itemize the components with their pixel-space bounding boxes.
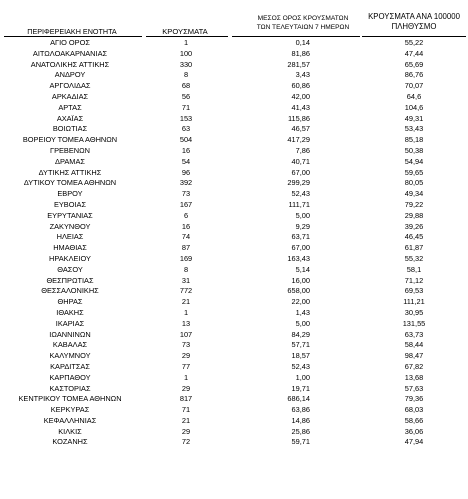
cell-region: ΑΡΚΑΔΙΑΣ [51,91,89,101]
cell-region: ΚΕΦΑΛΛΗΝΙΑΣ [43,415,97,425]
cell-cases: 71 [181,102,191,112]
cell-cases: 13 [181,318,191,328]
cell-region: ΘΗΡΑΣ [57,297,83,307]
table-row [0,81,468,92]
cell-cases-per-100000: 50,38 [404,145,424,155]
table-row [0,168,468,179]
cell-7day-average: 299,29 [287,178,310,188]
cell-cases-per-100000: 79,22 [404,199,424,209]
cell-cases: 330 [179,59,193,69]
cell-cases-per-100000: 71,12 [404,275,424,285]
cell-cases: 107 [179,329,193,339]
header-cases: ΚΡΟΥΣΜΑΤΑ [162,27,208,36]
cell-cases-per-100000: 58,1 [406,264,422,274]
cell-7day-average: 0,14 [295,38,310,47]
cell-cases: 8 [183,264,189,274]
cell-cases: 96 [181,167,191,177]
table-row [0,124,468,135]
table-row [0,38,468,49]
cell-cases: 63 [181,124,191,134]
cell-cases-per-100000: 55,22 [404,38,424,47]
cell-cases-per-100000: 47,44 [404,48,424,58]
cell-region: ΙΩΑΝΝΙΝΩΝ [49,329,91,339]
cell-cases-per-100000: 39,26 [404,221,424,231]
cell-cases-per-100000: 68,03 [404,405,424,415]
cell-7day-average: 41,43 [291,102,310,112]
cell-cases-per-100000: 49,31 [404,113,424,123]
cell-cases-per-100000: 67,82 [404,361,424,371]
cell-cases-per-100000: 61,87 [404,243,424,253]
cell-7day-average: 1,00 [295,372,310,382]
cell-region: ΔΥΤΙΚΟΥ ΤΟΜΕΑ ΑΘΗΝΩΝ [23,178,117,188]
cell-7day-average: 63,71 [291,232,310,242]
cell-7day-average: 52,43 [291,361,310,371]
table-row [0,265,468,276]
cell-cases: 100 [179,48,193,58]
cell-region: ΑΡΤΑΣ [58,102,82,112]
cell-7day-average: 16,00 [291,275,310,285]
cell-region: ΚΕΝΤΡΙΚΟΥ ΤΟΜΕΑ ΑΘΗΝΩΝ [18,394,122,404]
table-row [0,211,468,222]
header-cases-per-100000-line2: ΠΛΗΘΥΣΜΟ [391,22,437,31]
table-row [0,60,468,71]
table-row [0,416,468,427]
cell-7day-average: 81,86 [291,48,310,58]
table-row [0,189,468,200]
cell-cases-per-100000: 49,34 [404,189,424,199]
table-row [0,340,468,351]
cell-cases-per-100000: 47,94 [404,437,424,447]
cell-region: ΖΑΚΥΝΘΟΥ [49,221,91,231]
cell-7day-average: 42,00 [291,91,310,101]
cell-7day-average: 111,71 [288,199,310,209]
table-row [0,135,468,146]
table-row [0,427,468,438]
cell-cases-per-100000: 53,43 [404,124,424,134]
cell-region: ΚΑΛΥΜΝΟΥ [49,351,91,361]
table-row [0,222,468,233]
header-cases-per-100000 [362,12,466,32]
cell-cases: 1 [183,307,189,317]
cell-cases-per-100000: 58,66 [404,415,424,425]
cell-region: ΘΕΣΣΑΛΟΝΙΚΗΣ [41,286,99,296]
table-row [0,330,468,341]
cell-cases-per-100000: 29,88 [404,210,424,220]
cell-region: ΙΚΑΡΙΑΣ [55,318,85,328]
table-row [0,49,468,60]
cell-cases: 817 [179,394,193,404]
cell-7day-average: 5,00 [295,318,310,328]
cell-7day-average: 40,71 [291,156,310,166]
header-cases-per-100000-line1: ΚΡΟΥΣΜΑΤΑ ΑΝΑ 100000 [368,12,460,21]
cell-region: ΗΛΕΙΑΣ [56,232,84,242]
table-row [0,254,468,265]
cell-region: ΚΙΛΚΙΣ [58,426,82,436]
cell-7day-average: 417,29 [287,135,310,145]
cell-region: ΕΥΡΥΤΑΝΙΑΣ [47,210,93,220]
table-row [0,319,468,330]
cell-7day-average: 5,00 [295,210,310,220]
cell-7day-average: 9,29 [295,221,310,231]
table-row [0,157,468,168]
cell-cases-per-100000: 36,06 [404,426,424,436]
table-row [0,437,468,448]
cell-cases-per-100000: 58,44 [404,340,424,350]
cell-7day-average: 25,86 [291,426,310,436]
table-row [0,351,468,362]
cell-7day-average: 60,86 [291,81,310,91]
cell-region: ΔΡΑΜΑΣ [55,156,85,166]
header-underline-cases [146,36,228,37]
cell-region: ΑΙΤΩΛΟΑΚΑΡΝΑΝΙΑΣ [32,48,108,58]
table-row [0,405,468,416]
cell-cases: 29 [181,426,191,436]
table-row [0,362,468,373]
cell-cases: 21 [181,297,191,307]
cell-7day-average: 84,29 [291,329,310,339]
cell-cases: 772 [179,286,193,296]
cell-cases: 74 [181,232,191,242]
cell-region: ΗΡΑΚΛΕΙΟΥ [49,253,91,263]
cell-region: ΕΥΒΟΙΑΣ [53,199,87,209]
cell-cases: 169 [179,253,193,263]
table-row [0,92,468,103]
cell-cases: 73 [181,340,191,350]
header-region: ΠΕΡΙΦΕΡΕΙΑΚΗ ΕΝΟΤΗΤΑ [27,27,117,36]
cell-cases: 392 [179,178,193,188]
cell-cases: 167 [179,199,193,209]
cell-7day-average: 1,43 [295,307,310,317]
cell-7day-average: 19,71 [291,383,310,393]
cell-cases: 29 [181,383,191,393]
cell-cases: 73 [181,189,191,199]
cell-cases-per-100000: 80,05 [404,178,424,188]
table-row [0,178,468,189]
cell-region: ΚΑΡΠΑΘΟΥ [49,372,91,382]
cell-region: ΒΟΡΕΙΟΥ ΤΟΜΕΑ ΑΘΗΝΩΝ [22,135,118,145]
header-7day-average-line1: ΜΕΣΟΣ ΟΡΟΣ ΚΡΟΥΣΜΑΤΩΝ [257,15,349,22]
cell-region: ΑΡΓΟΛΙΔΑΣ [49,81,91,91]
cell-7day-average: 52,43 [291,189,310,199]
cell-cases-per-100000: 65,69 [404,59,424,69]
cell-region: ΘΑΣΟΥ [57,264,83,274]
cell-region: ΚΑΡΔΙΤΣΑΣ [50,361,90,371]
header-underline-per-100000 [362,36,466,37]
cell-cases: 29 [181,351,191,361]
cell-cases-per-100000: 55,32 [404,253,424,263]
cell-region: ΒΟΙΩΤΙΑΣ [52,124,88,134]
cell-region: ΚΑΣΤΟΡΙΑΣ [49,383,91,393]
cell-cases: 16 [181,145,191,155]
header-7day-average [248,14,358,32]
cell-region: ΚΕΡΚΥΡΑΣ [50,405,90,415]
cell-cases: 504 [179,135,193,145]
cell-cases-per-100000: 54,94 [404,156,424,166]
table-row [0,373,468,384]
cell-cases-per-100000: 86,76 [404,70,424,80]
cell-7day-average: 115,86 [287,113,310,123]
table-row [0,394,468,405]
cell-cases: 8 [183,70,189,80]
cell-cases: 56 [181,91,191,101]
cell-cases-per-100000: 131,55 [402,318,426,328]
cell-cases-per-100000: 70,07 [404,81,424,91]
table-header [0,0,468,36]
cell-7day-average: 67,00 [291,167,310,177]
cell-cases-per-100000: 85,18 [404,135,424,145]
cell-cases-per-100000: 63,73 [404,329,424,339]
cell-cases-per-100000: 59,65 [404,167,424,177]
table-row [0,308,468,319]
cell-7day-average: 163,43 [287,253,310,263]
cell-7day-average: 22,00 [291,297,310,307]
cell-region: ΔΥΤΙΚΗΣ ΑΤΤΙΚΗΣ [38,167,102,177]
table-row [0,114,468,125]
cell-region: ΑΓΙΟ ΟΡΟΣ [50,38,90,47]
cell-region: ΚΑΒΑΛΑΣ [52,340,88,350]
cell-cases: 16 [181,221,191,231]
cell-region: ΓΡΕΒΕΝΩΝ [50,145,90,155]
cell-cases-per-100000: 98,47 [404,351,424,361]
table-row [0,200,468,211]
cell-cases: 153 [179,113,193,123]
cell-7day-average: 63,86 [291,405,310,415]
cell-cases: 87 [181,243,191,253]
table-row [0,70,468,81]
cell-cases-per-100000: 104,6 [404,102,424,112]
header-underline-average [232,36,360,37]
table-row [0,103,468,114]
cell-region: ΑΝΑΤΟΛΙΚΗΣ ΑΤΤΙΚΗΣ [30,59,110,69]
cell-7day-average: 46,57 [291,124,310,134]
cell-cases-per-100000: 111,21 [403,297,425,307]
cell-7day-average: 658,00 [287,286,310,296]
cell-7day-average: 57,71 [291,340,310,350]
cell-cases: 1 [183,372,189,382]
table-row [0,146,468,157]
cell-cases: 6 [183,210,189,220]
cell-cases: 77 [181,361,191,371]
table-row [0,232,468,243]
cell-region: ΘΕΣΠΡΩΤΙΑΣ [46,275,94,285]
table-body [0,38,468,448]
cell-7day-average: 5,14 [295,264,310,274]
cell-cases: 21 [181,415,191,425]
cell-cases: 31 [181,275,191,285]
table-row [0,243,468,254]
cell-7day-average: 281,57 [287,59,310,69]
cell-cases-per-100000: 64,6 [406,91,422,101]
table-row [0,297,468,308]
cell-7day-average: 18,57 [291,351,310,361]
cell-region: ΑΝΔΡΟΥ [54,70,86,80]
cell-region: ΙΘΑΚΗΣ [56,307,84,317]
cell-cases-per-100000: 13,68 [404,372,424,382]
cell-7day-average: 686,14 [287,394,310,404]
table-row [0,276,468,287]
cell-7day-average: 59,71 [291,437,310,447]
cell-cases-per-100000: 57,63 [404,383,424,393]
cell-cases: 68 [181,81,191,91]
cell-cases-per-100000: 79,36 [404,394,424,404]
header-underline-region [4,36,142,37]
cell-7day-average: 3,43 [295,70,310,80]
cell-region: ΑΧΑΪΑΣ [56,113,84,123]
cell-7day-average: 67,00 [291,243,310,253]
cell-cases-per-100000: 30,95 [404,307,424,317]
cell-cases: 71 [181,405,191,415]
table-row [0,384,468,395]
cell-cases-per-100000: 69,53 [404,286,424,296]
cell-region: ΕΒΡΟΥ [57,189,83,199]
cell-cases: 72 [181,437,191,447]
cell-7day-average: 7,86 [295,145,310,155]
cell-cases: 1 [183,38,189,47]
table-row [0,286,468,297]
cell-7day-average: 14,86 [291,415,310,425]
header-7day-average-line2: ΤΩΝ ΤΕΛΕΥΤΑΙΩΝ 7 ΗΜΕΡΩΝ [256,24,350,31]
cell-region: ΗΜΑΘΙΑΣ [53,243,87,253]
cell-region: ΚΟΖΑΝΗΣ [52,437,88,447]
cell-cases-per-100000: 46,45 [404,232,424,242]
cell-cases: 54 [181,156,191,166]
